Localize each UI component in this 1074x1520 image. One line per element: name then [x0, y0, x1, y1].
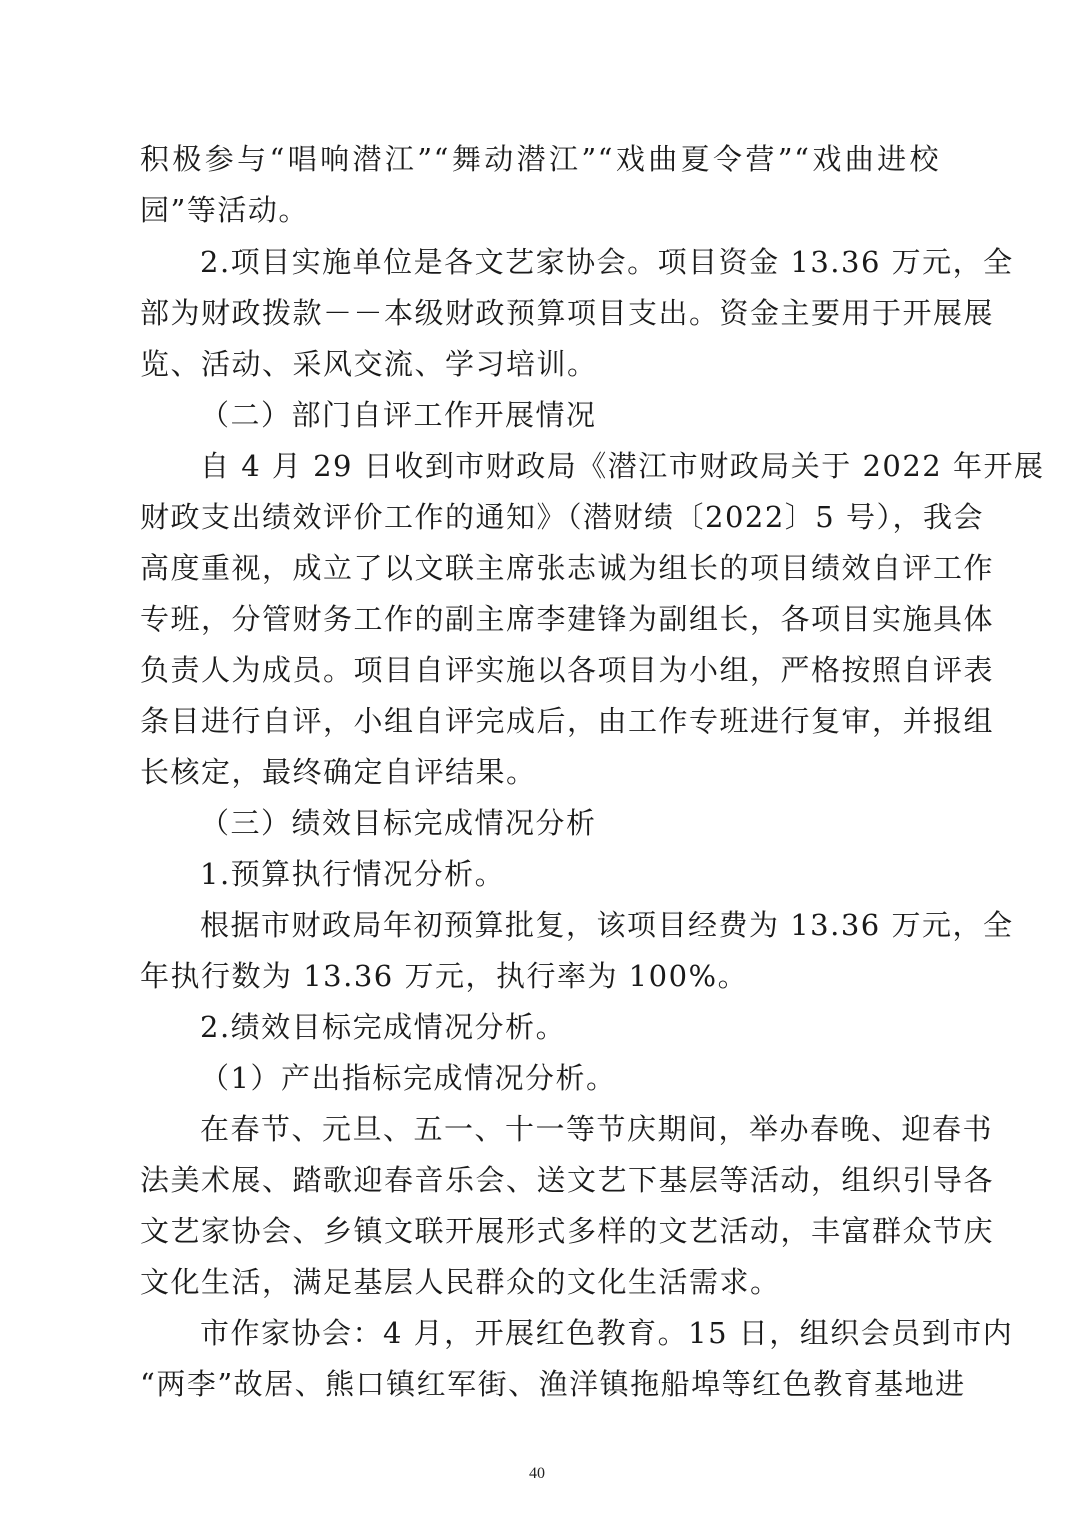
- body-text-line: 自 4 月 29 日收到市财政局《潜江市财政局关于 2022 年开展: [200, 449, 1045, 483]
- page-number: 40: [529, 1465, 545, 1482]
- body-text-line: 积极参与“唱响潜江”“舞动潜江”“戏曲夏令营”“戏曲进校: [140, 142, 940, 176]
- body-text-line: “两李”故居、熊口镇红军街、渔洋镇拖船埠等红色教育基地进: [140, 1367, 966, 1401]
- body-text-line: 专班，分管财务工作的副主席李建锋为副组长，各项目实施具体: [140, 602, 995, 636]
- body-text-line: 市作家协会：4 月，开展红色教育。15 日，组织会员到市内: [200, 1316, 1014, 1350]
- section-heading: （三）绩效目标完成情况分析: [200, 806, 597, 840]
- section-heading: （二）部门自评工作开展情况: [200, 398, 597, 432]
- body-text-line: 2.项目实施单位是各文艺家协会。项目资金 13.36 万元，全: [200, 245, 1014, 279]
- body-text-line: 根据市财政局年初预算批复，该项目经费为 13.36 万元，全: [200, 908, 1014, 942]
- body-text-line: 长核定，最终确定自评结果。: [140, 755, 537, 789]
- body-text-line: 文艺家协会、乡镇文联开展形式多样的文艺活动，丰富群众节庆: [140, 1214, 995, 1248]
- body-text-line: 条目进行自评，小组自评完成后，由工作专班进行复审，并报组: [140, 704, 995, 738]
- body-text-line: 览、活动、采风交流、学习培训。: [140, 347, 598, 381]
- subsection-heading: 1.预算执行情况分析。: [200, 857, 506, 891]
- body-text-line: 在春节、元旦、五一、十一等节庆期间，举办春晚、迎春书: [200, 1112, 994, 1146]
- body-text-line: 文化生活，满足基层人民群众的文化生活需求。: [140, 1265, 781, 1299]
- subsection-heading: 2.绩效目标完成情况分析。: [200, 1010, 567, 1044]
- body-text-line: 年执行数为 13.36 万元，执行率为 100%。: [140, 959, 749, 993]
- body-text-line: 财政支出绩效评价工作的通知》（潜财绩〔2022〕5 号），我会: [140, 500, 984, 534]
- body-text-line: 高度重视，成立了以文联主席张志诚为组长的项目绩效自评工作: [140, 551, 995, 585]
- subsection-heading: （1）产出指标完成情况分析。: [200, 1061, 617, 1095]
- body-text-line: 负责人为成员。项目自评实施以各项目为小组，严格按照自评表: [140, 653, 995, 687]
- body-text-line: 部为财政拨款－－本级财政预算项目支出。资金主要用于开展展: [140, 296, 995, 330]
- body-text-line: 园”等活动。: [140, 193, 309, 227]
- body-text-line: 法美术展、踏歌迎春音乐会、送文艺下基层等活动，组织引导各: [140, 1163, 995, 1197]
